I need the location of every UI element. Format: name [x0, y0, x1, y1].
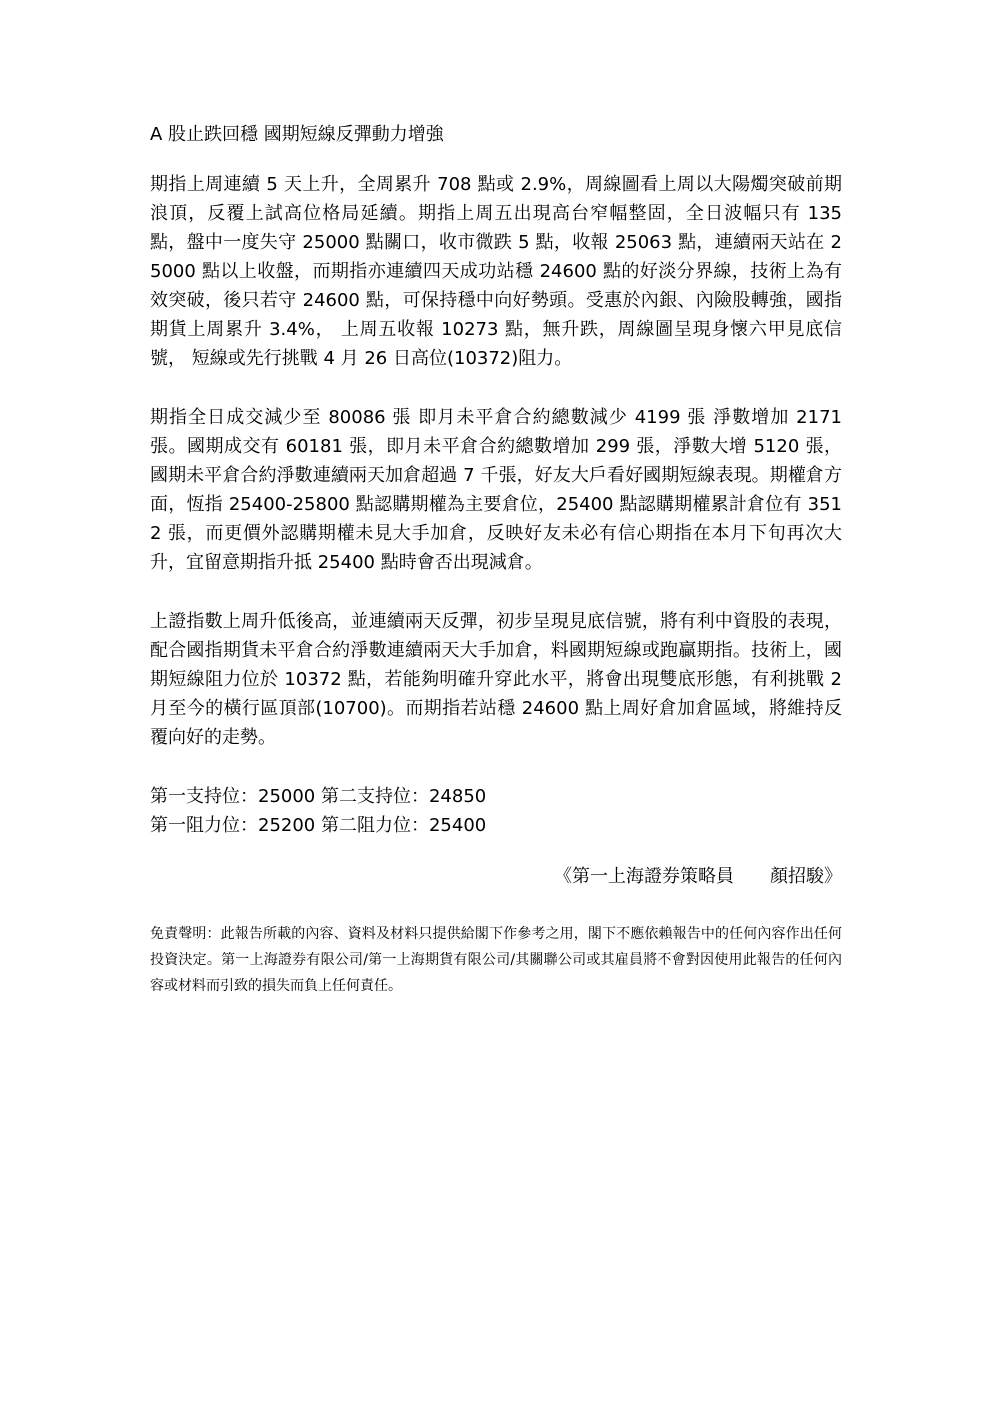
document-page: [150, 120, 842, 999]
paragraph-outlook: 上證指數上周升低後高，並連續兩天反彈，初步呈現見底信號，將有利中資股的表現，配合國指期貨未平倉合約淨數連續兩天大手加倉，料國期短線或跑贏期指。技術上，國期短線阻力位於 10372 點，若能夠明確升穿此水平，將會出現雙底形態，有利挑戰 2 月至今的橫行區頂部(10700)。而期指若站穩 24600 點上周好倉加倉區域，將維持反覆向好的走勢。: [150, 611, 842, 748]
paragraph-open-interest: 期指全日成交減少至 80086 張 即月未平倉合約總數減少 4199 張 淨數增加 2171 張。國期成交有 60181 張，即月未平倉合約總數增加 299 張，淨數大增 5120 張，國期未平倉合約淨數連續兩天加倉超過 7 千張，好友大戶看好國期短線表現。期權倉方面，恆指 25400-25800 點認購期權為主要倉位，25400 點認購期權累計倉位有 3512 張，而更價外認購期權未見大手加倉，反映好友未必有信心期指在本月下旬再次大升，宜留意期指升抵 25400 點時會否出現減倉。: [150, 407, 842, 573]
resistance-levels: 第一阻力位：25200 第二阻力位：25400: [150, 815, 487, 836]
support-resistance-levels: [150, 782, 842, 840]
disclaimer: 免責聲明：此報告所載的內容、資料及材料只提供給閣下作參考之用，閣下不應依賴報告中的任何內容作出任何投資決定。第一上海證券有限公司/第一上海期貨有限公司/其關聯公司或其雇員將不會對因使用此報告的任何內容或材料而引致的損失而負上任何責任。: [150, 926, 842, 994]
document-title: A 股止跌回穩 國期短線反彈動力增強: [150, 124, 444, 145]
paragraph-market-review: 期指上周連續 5 天上升，全周累升 708 點或 2.9%，周線圖看上周以大陽燭突破前期浪頂，反覆上試高位格局延續。期指上周五出現高台窄幅整固，全日波幅只有 135 點，盤中一度失守 25000 點關口，收市微跌 5 點，收報 25063 點，連續兩天站在 25000 點以上收盤，而期指亦連續四天成功站穩 24600 點的好淡分界線，技術上為有效突破，後只若守 24600 點，可保持穩中向好勢頭。受惠於內銀、內險股轉強，國指期貨上周累升 3.4%， 上周五收報 10273 點，無升跌，周線圖呈現身懷六甲見底信號， 短線或先行挑戰 4 月 26 日高位(10372)阻力。: [150, 174, 842, 369]
author-signature: 《第一上海證券策略員 顏招駿》: [554, 866, 842, 887]
support-levels: 第一支持位：25000 第二支持位：24850: [150, 786, 487, 807]
